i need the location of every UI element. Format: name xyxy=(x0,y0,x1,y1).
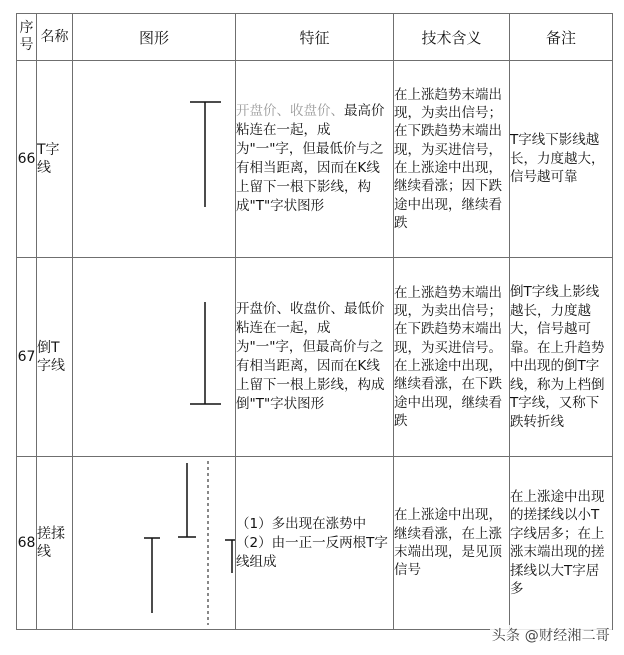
t-line-candle-icon xyxy=(73,61,236,257)
technical-meaning: 在上涨趋势末端出现，为卖出信号；在下跌趋势末端出现，为买进信号。在上涨途中出现，继续看涨，在下跌途中出现，继续看跌 xyxy=(394,258,510,457)
row-number: 68 xyxy=(17,457,37,630)
header-technical-meaning: 技术含义 xyxy=(394,14,510,61)
table-row xyxy=(17,61,613,258)
table-row xyxy=(17,258,613,457)
table-row xyxy=(17,457,613,630)
inverted-t-line-candle-icon xyxy=(73,258,236,456)
header-figure: 图形 xyxy=(73,14,236,61)
row-number: 66 xyxy=(17,61,37,258)
pattern-features: 开盘价、收盘价、最低价粘连在一起，成为"一"字，但最高价与之有相当距离，因而在K线上留下一根上影线，构成倒"T"字状图形 xyxy=(236,258,394,457)
pattern-features xyxy=(236,61,394,258)
rubbing-line-candles-icon xyxy=(73,457,236,629)
header-name: 名称 xyxy=(37,14,73,61)
row-number: 67 xyxy=(17,258,37,457)
pattern-name: 倒T字线 xyxy=(37,258,73,457)
technical-meaning: 在上涨趋势末端出现，为卖出信号；在下跌趋势末端出现，为买进信号，在上涨途中出现，继续看涨；因下跌途中出现，继续看跌 xyxy=(394,61,510,258)
pattern-figure xyxy=(73,258,236,457)
pattern-name: 搓揉线 xyxy=(37,457,73,630)
table-header-row xyxy=(17,14,613,61)
pattern-notes: 倒T字线上影线越长，力度越大，信号越可靠。在上升趋势中出现的倒T字线，称为上档倒T字线，又称下跌转折线 xyxy=(510,258,613,457)
pattern-notes: T字线下影线越长，力度越大，信号越可靠 xyxy=(510,61,613,258)
features-text: 最高价粘连在一起，成为"一"字，但最低价与之有相当距离，因而在K线上留下一根下影线，构成"T"字状图形 xyxy=(236,103,385,214)
technical-meaning: 在上涨途中出现，继续看涨，在上涨末端出现，是见顶信号 xyxy=(394,457,510,630)
pattern-notes: 在上涨途中出现的搓揉线以小T字线居多；在上涨末端出现的搓揉线以大T字居多 xyxy=(510,457,613,630)
header-features: 特征 xyxy=(236,14,394,61)
pattern-features: （1）多出现在涨势中（2）由一正一反两根T字线组成 xyxy=(236,457,394,630)
watermark: 头条 @财经湘二哥 xyxy=(490,625,612,645)
pattern-name: T字线 xyxy=(37,61,73,258)
pattern-figure xyxy=(73,61,236,258)
pattern-figure xyxy=(73,457,236,630)
header-index: 序号 xyxy=(17,14,37,61)
candlestick-pattern-table xyxy=(16,13,613,630)
header-notes: 备注 xyxy=(510,14,613,61)
features-highlight: 开盘价、收盘价、 xyxy=(236,103,344,119)
